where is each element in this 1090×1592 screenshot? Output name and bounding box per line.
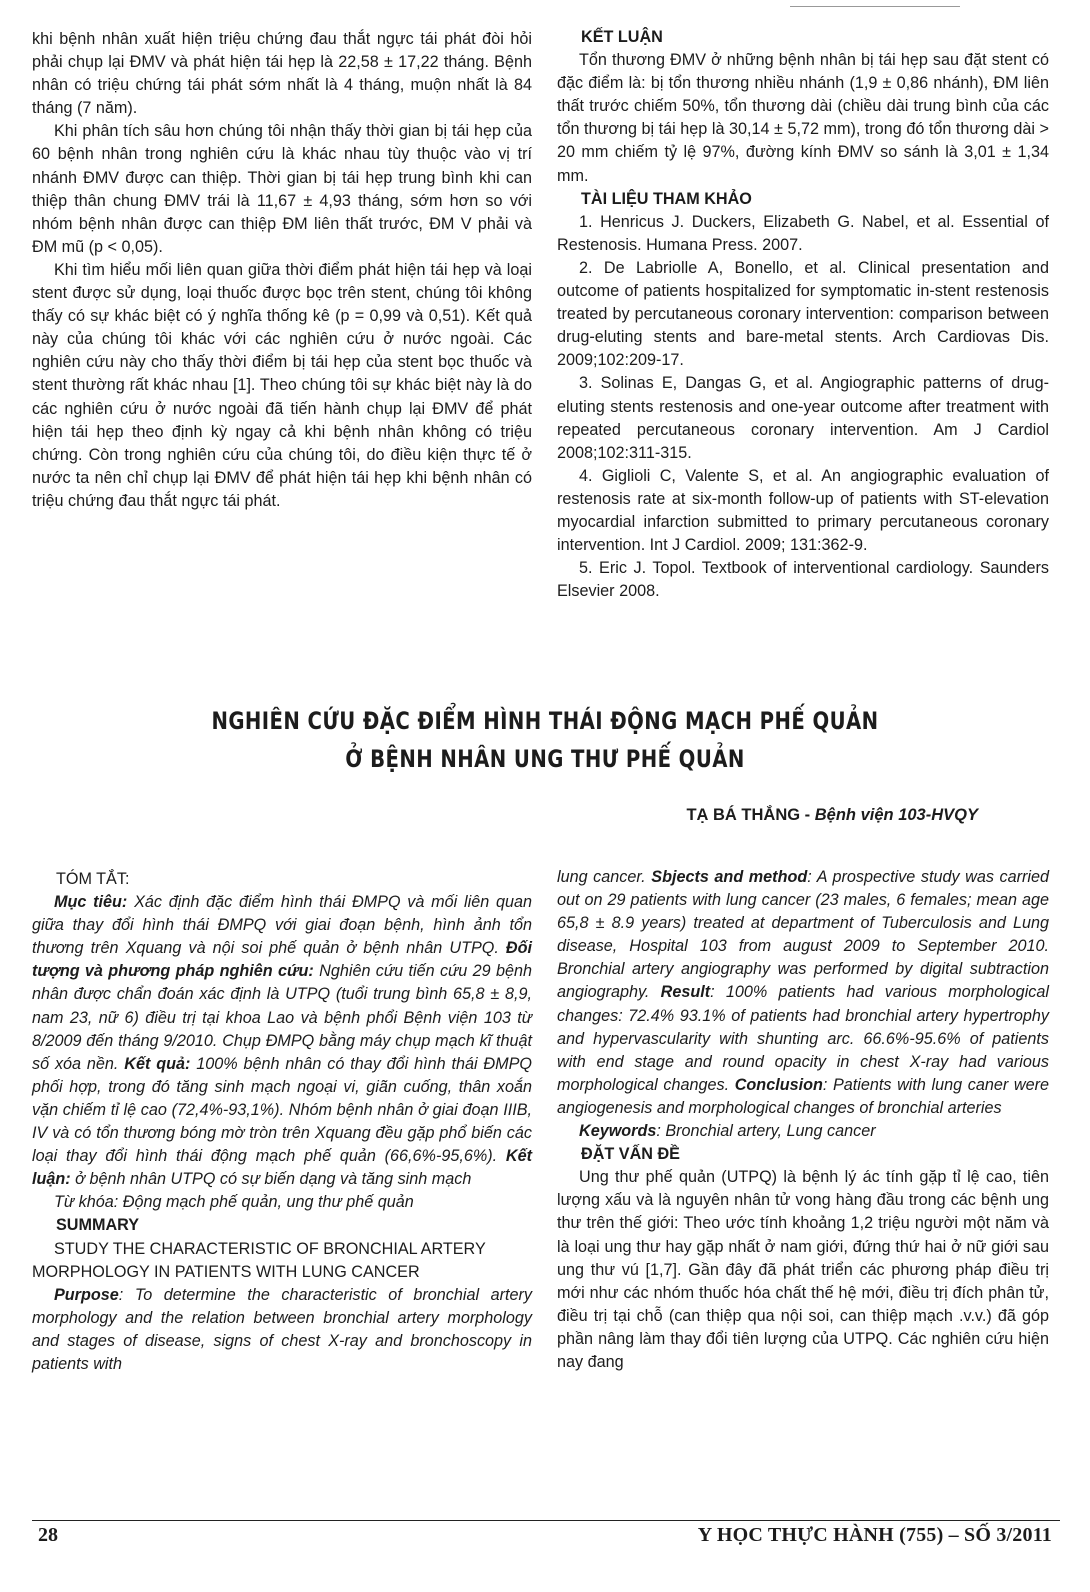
subjects-label: Đối tượng và phương pháp nghiên cứu: [32,939,533,981]
objective-text: Xác định đặc điểm hình thái ĐMPQ và mối liên quan giữa thay đổi hình thái ĐMPQ với giai đoạn bệnh, hình ảnh tổn thương trên Xquang và nội soi phế quản ở bệnh nhân UTPQ. [32,893,532,958]
method-label: Sbjects and method [651,868,808,886]
reference-item: 4. Giglioli C, Valente S, et al. An angiographic evaluation of restenosis rate at six-month follow-up of patients with ST-elevation myocardial infarction submitted to primary percutaneous coronary intervention. Int J Cardiol. 2009; 131:362-9. [557,466,1049,555]
paragraph: khi bệnh nhân xuất hiện triệu chứng đau thắt ngực tái phát đòi hỏi phải chụp lại ĐMV và phát hiện tái hẹp là 22,58 ± 17,22 tháng. Bệnh nhân có triệu chứng tái phát sớm nhất là 4 tháng, muộn nhất là 84 tháng (7 năm). [32,30,532,118]
author-affiliation: Bệnh viện 103-HVQY [814,806,978,824]
footer-rule [32,1520,1060,1521]
summary-title: STUDY THE CHARACTERISTIC OF BRONCHIAL ARTERY MORPHOLOGY IN PATIENTS WITH LUNG CANCER [32,1239,486,1281]
conclusion-text: : Patients with lung caner were angiogenesis and morphological changes of bronchial arteries [557,1075,1049,1117]
subjects-text: Nghiên cứu tiến cứu 29 bệnh nhân được chẩn đoán xác định là UTPQ (tuổi trung bình 65,8 ± 8,9, nam 23, nữ 6) điều trị tại khoa Lao và bệnh phổi Bệnh viện 103 từ 8/2009 đến tháng 9/2010. Chụp ĐMPQ bằng máy chụp mạch kĩ thuật số xóa nền. [32,962,532,1073]
conclusion-label: Conclusion [734,1075,823,1094]
reference-item: 5. Eric J. Topol. Textbook of interventional cardiology. Saunders Elsevier 2008. [557,559,1049,601]
conclusion-text: Tổn thương ĐMV ở những bệnh nhân bị tái hẹp sau đặt stent có đặc điểm là: bị tổn thương nhiều nhánh (1,9 ± 0,86 nhánh), ĐM liên thất trước chiếm 50%, tổn thương dài (chiều dài trung bình của các tổn thương bị tái hẹp là 30,14 ± 5,72 mm), trong đó tổn thương dài > 20 mm chiếm tỷ lệ 97%, đường kính ĐMV so sánh là 3,01 ± 1,34 mm. [557,51,1049,185]
summary-continued [557,866,1049,1120]
keywords-label: Keywords [579,1122,657,1141]
paragraph: Khi phân tích sâu hơn chúng tôi nhận thấy thời gian bị tái hẹp của 60 bệnh nhân trong nghiên cứu là khác nhau tùy thuộc vào vị trí nhánh ĐMV được can thiệp. Thời gian bị tái hẹp trung bình khi can thiệp thân chung ĐMV trái là 11,67 ± 4,93 tháng, sớm hơn so với nhóm bệnh nhân được can thiệp ĐM liên thất trước, ĐM V phải và ĐM mũ (p < 0,05). [32,122,532,256]
method-text: : A prospective study was carried out on 29 patients with lung cancer (23 males, 6 females; mean age 65,8 ± 8.9 years) treated at department of Tuberculosis and Lung disease, Hospital 103 from august 2009 to September 2010. Bronchial artery angiography was performed by digital subtraction angiography. [557,868,1049,1002]
reference-item: 2. De Labriolle A, Bonello, et al. Clinical presentation and outcome of patients hospitalized for symptomatic in-stent restenosis treated by percutaneous coronary intervention: comparison between drug-eluting stents and bare-metal stents. Arch Cardiovas Dis. 2009;102:209-17. [557,258,1049,370]
keywords-paragraph [32,1191,532,1214]
author-line [686,806,978,825]
left-top-column [32,28,532,513]
purpose-text: : To determine the characteristic of bronchial artery morphology and the relation between bronchial artery morphology and stages of disease, signs of chest X-ray and bronchoscopy in patients with [32,1285,532,1373]
conclusion-text: ở bệnh nhân UTPQ có sự biến dạng và tăng sinh mạch [70,1170,472,1189]
left-bottom-column [32,868,532,1376]
objective-label: Mục tiêu: [54,893,128,912]
conclusion-heading: KẾT LUẬN [581,28,663,46]
article-title-line-1: NGHIÊN CỨU ĐẶC ĐIỂM HÌNH THÁI ĐỘNG MẠCH PHẾ QUẢN [211,707,879,735]
reference-item: 3. Solinas E, Dangas G, et al. Angiographic patterns of drug-eluting stents restenosis and one-year outcome after treatment with repeated percutaneous coronary intervention. Am J Cardiol 2008;102:311-315. [557,374,1049,462]
journal-name: Y HỌC THỰC HÀNH (755) – SỐ 3/2011 [697,1524,1052,1546]
result-text: : 100% patients had various morphological changes: 72.4% 93.1% of patients had bronchial artery hypertrophy and hypervascularity with shunting arc. 66.6%-95.6% of patients with end stage and round opacity in chest X-ray had various morphological changes. [557,983,1049,1094]
abstract-paragraph [32,891,532,1191]
keywords-label: Từ khóa: [54,1193,119,1212]
intro-heading: ĐẶT VẤN ĐỀ [581,1145,680,1164]
conclusion-label: Kết luận: [32,1147,532,1189]
keywords-paragraph [557,1120,1049,1143]
article-title-line-2: Ở BỆNH NHÂN UNG THƯ PHẾ QUẢN [345,745,745,773]
keywords-text: Động mạch phế quản, ung thư phế quản [118,1193,414,1212]
result-text: 100% bệnh nhân có thay đổi hình thái ĐMPQ phối hợp, trong đó tăng sinh mạch ngoại vi, giãn cuống, thân xoắn vặn chiếm tỉ lệ cao (72,4%-93,1%). Nhóm bệnh nhân ở giai đoạn IIIB, IV và có tổn thương bóng mờ tròn trên Xquang đều gặp phổ biến các loại thay đổi hình thái động mạch phế quản (66,6%-95,6%). [32,1054,532,1166]
purpose-paragraph [32,1284,532,1376]
result-label: Kết quả: [118,1054,191,1073]
references-heading: TÀI LIỆU THAM KHẢO [581,189,752,208]
result-label: Result [660,983,711,1002]
page-number: 28 [38,1524,58,1546]
cont-text: lung cancer. [557,868,652,886]
top-rule [790,6,960,7]
purpose-label: Purpose [54,1285,119,1304]
keywords-text: : Bronchial artery, Lung cancer [656,1122,876,1141]
paragraph: Khi tìm hiểu mối liên quan giữa thời điểm phát hiện tái hẹp và loại stent được sử dụng, loại thuốc được bọc trên stent, chúng tôi không thấy có sự khác biệt có ý nghĩa thống kê (p = 0,99 và 0,51). Kết quả này của chúng tôi khác với các nghiên cứu ở nước ngoài. Các nghiên cứu này cho thấy thời điểm bị tái hẹp của stent bọc thuốc và stent thường rất khác nhau [1]. Theo chúng tôi sự khác biệt này là do các nghiên cứu ở nước ngoài đã tiến hành chụp lại ĐMV để phát hiện tái hẹp theo định kỳ ngay cả khi bệnh nhân không có triệu chứng. Còn trong nghiên cứu của chúng tôi, do điều kiện thực tế ở nước ta nên chỉ chụp lại ĐMV để phát hiện tái hẹp khi bệnh nhân có triệu chứng đau thắt ngực tái phát. [32,260,532,510]
right-top-column [557,26,1049,603]
abstract-heading: TÓM TẮT: [56,870,130,888]
article-title [98,702,992,778]
intro-text: Ung thư phế quản (UTPQ) là bệnh lý ác tính gặp tỉ lệ cao, tiên lượng xấu và là nguyên nhân tử vong hàng đầu trong các bệnh ung thư trên thế giới: Theo ước tính khoảng 1,2 triệu người một năm và là loại ung thư hay gặp nhất ở nam giới, đứng thứ hai ở nữ giới sau ung thư vú [1,7]. Gần đây đã phát triển các phương pháp điều trị mới như các nhóm thuốc hóa chất thế hệ mới, điều trị đích phân tử, điều trị tại chỗ (can thiệp qua nội soi, can thiệp mạch .v.v.) đã góp phần nâng làm thay đổi tiên lượng của UTPQ. Các nghiên cứu hiện nay đang [557,1168,1049,1371]
summary-heading: SUMMARY [56,1216,140,1235]
reference-item: 1. Henricus J. Duckers, Elizabeth G. Nabel, et al. Essential of Restenosis. Humana Press. 2007. [557,212,1049,254]
right-bottom-column [557,866,1049,1374]
author-name: TẠ BÁ THẮNG - [686,806,815,824]
